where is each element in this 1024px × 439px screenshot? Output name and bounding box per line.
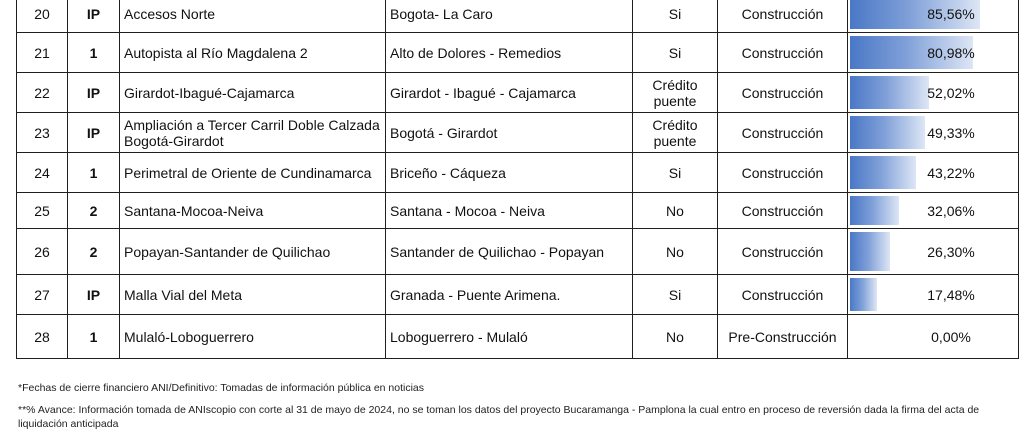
row-garantia: Crédito puente: [633, 73, 718, 113]
row-ola: 1: [68, 315, 120, 359]
row-tramo: Santana - Mocoa - Neiva: [386, 193, 633, 229]
table-row: [17, 275, 1019, 315]
row-estado: Construcción: [718, 73, 848, 113]
avance-percent: 17,48%: [927, 286, 975, 303]
avance-percent: 43,22%: [927, 164, 975, 181]
row-garantia: Crédito puente: [633, 113, 718, 153]
row-number: 25: [17, 193, 68, 229]
row-avance: [848, 33, 1019, 73]
table-row: [17, 73, 1019, 113]
row-estado: Construcción: [718, 0, 848, 33]
row-estado: Construcción: [718, 275, 848, 315]
table-row: [17, 193, 1019, 229]
table-row: [17, 0, 1019, 33]
row-avance: [848, 73, 1019, 113]
row-ola: IP: [68, 275, 120, 315]
row-project-name: Ampliación a Tercer Carril Doble Calzada Bogotá-Girardot: [120, 113, 386, 153]
row-estado: Construcción: [718, 33, 848, 73]
table-row: [17, 113, 1019, 153]
table-row: [17, 153, 1019, 193]
row-ola: IP: [68, 73, 120, 113]
avance-percent: 85,56%: [927, 5, 975, 22]
row-tramo: Granada - Puente Arimena.: [386, 275, 633, 315]
row-avance: [848, 229, 1019, 275]
row-estado: Construcción: [718, 229, 848, 275]
row-number: 28: [17, 315, 68, 359]
table-row: [17, 315, 1019, 359]
row-ola: IP: [68, 113, 120, 153]
row-garantia: No: [633, 315, 718, 359]
row-project-name: Santana-Mocoa-Neiva: [120, 193, 386, 229]
projects-table: [16, 0, 1019, 359]
row-project-name: Popayan-Santander de Quilichao: [120, 229, 386, 275]
row-project-name: Autopista al Río Magdalena 2: [120, 33, 386, 73]
row-garantia: Si: [633, 33, 718, 73]
table-row: [17, 33, 1019, 73]
row-avance: [848, 153, 1019, 193]
row-tramo: Girardot - Ibagué - Cajamarca: [386, 73, 633, 113]
row-tramo: Bogota- La Caro: [386, 0, 633, 33]
row-estado: Pre-Construcción: [718, 315, 848, 359]
row-ola: 1: [68, 153, 120, 193]
row-tramo: Bogotá - Girardot: [386, 113, 633, 153]
avance-percent: 26,30%: [927, 243, 975, 260]
row-number: 21: [17, 33, 68, 73]
table-row: [17, 229, 1019, 275]
row-avance: [848, 0, 1019, 33]
row-tramo: Briceño - Cáqueza: [386, 153, 633, 193]
row-tramo: Loboguerrero - Mulaló: [386, 315, 633, 359]
row-estado: Construcción: [718, 153, 848, 193]
row-estado: Construcción: [718, 113, 848, 153]
row-garantia: No: [633, 229, 718, 275]
row-tramo: Alto de Dolores - Remedios: [386, 33, 633, 73]
row-ola: 1: [68, 33, 120, 73]
row-number: 27: [17, 275, 68, 315]
row-ola: 2: [68, 193, 120, 229]
row-number: 23: [17, 113, 68, 153]
row-avance: [848, 193, 1019, 229]
row-avance: [848, 275, 1019, 315]
row-avance: [848, 113, 1019, 153]
row-garantia: Si: [633, 0, 718, 33]
row-ola: IP: [68, 0, 120, 33]
avance-percent: 32,06%: [927, 202, 975, 219]
row-tramo: Santander de Quilichao - Popayan: [386, 229, 633, 275]
row-number: 20: [17, 0, 68, 33]
avance-percent: 49,33%: [927, 124, 975, 141]
row-number: 26: [17, 229, 68, 275]
avance-percent: 80,98%: [927, 44, 975, 61]
row-avance: [848, 315, 1019, 359]
row-ola: 2: [68, 229, 120, 275]
row-garantia: Si: [633, 275, 718, 315]
avance-percent: 52,02%: [927, 84, 975, 101]
row-project-name: Girardot-Ibagué-Cajamarca: [120, 73, 386, 113]
row-estado: Construcción: [718, 193, 848, 229]
footnote-2: **% Avance: Información tomada de ANIscopio con corte al 31 de mayo de 2024, no se toman los datos del proyecto Bucaramanga - Pamplona la cual entro en proceso de reversión dada la firma del acta de liquidación anticipada: [18, 404, 980, 430]
row-project-name: Accesos Norte: [120, 0, 386, 33]
row-garantia: No: [633, 193, 718, 229]
footnote-1: *Fechas de cierre financiero ANI/Definitivo: Tomadas de información pública en noticias: [18, 382, 425, 394]
row-number: 22: [17, 73, 68, 113]
row-garantia: Si: [633, 153, 718, 193]
avance-percent: 0,00%: [931, 328, 971, 345]
row-project-name: Mulaló-Loboguerrero: [120, 315, 386, 359]
row-project-name: Perimetral de Oriente de Cundinamarca: [120, 153, 386, 193]
table-body: [17, 0, 1019, 359]
row-project-name: Malla Vial del Meta: [120, 275, 386, 315]
row-number: 24: [17, 153, 68, 193]
